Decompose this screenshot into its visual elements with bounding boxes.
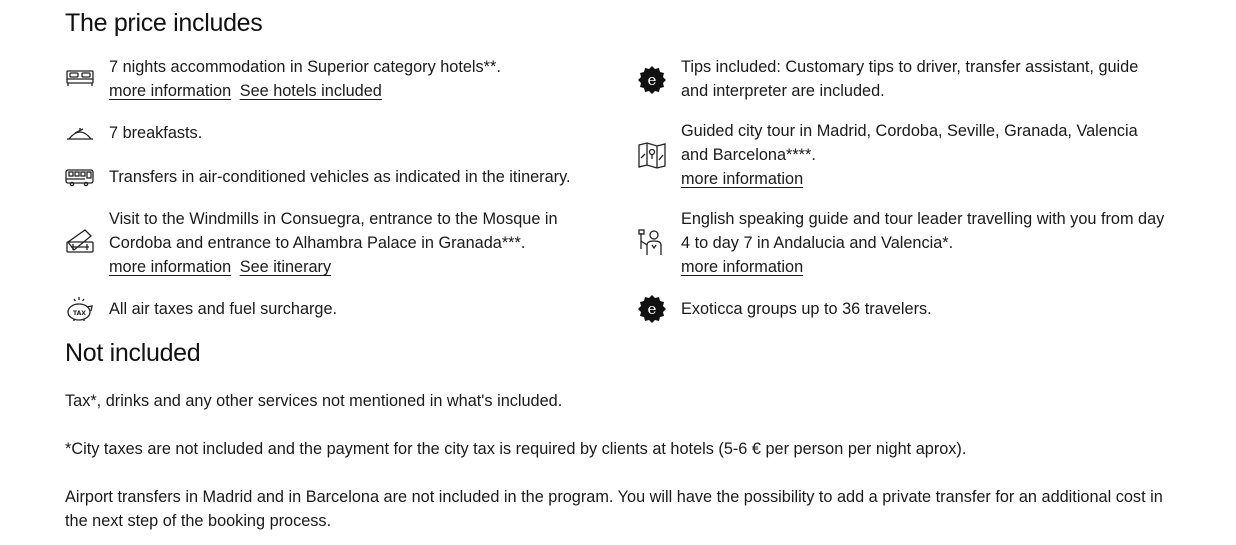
include-item-accommodation [65,55,585,103]
not-included-heading: Not included [65,339,201,367]
see-itinerary-link[interactable]: See itinerary [239,258,332,276]
ticket-icon [65,226,95,256]
include-text: English speaking guide and tour leader travelling with you from day 4 to day 7 in Andalucia and Valencia*. [681,210,1165,252]
include-item-air-taxes [65,297,585,321]
include-text: Visit to the Windmills in Consuegra, entrance to the Mosque in Cordoba and entrance to Alhambra Palace in Granada***. [109,210,558,252]
svg-text:TAX: TAX [73,310,86,317]
not-included-paragraph: Tax*, drinks and any other services not mentioned in what's included. [65,392,563,410]
include-text: Tips included: Customary tips to driver, transfer assistant, guide and interpreter are included. [681,58,1139,100]
include-text: Transfers in air-conditioned vehicles as indicated in the itinerary. [109,168,571,186]
svg-text:e: e [647,71,657,89]
tax-piggy-icon [65,293,95,323]
guide-icon [637,227,667,257]
more-information-link[interactable]: more information [109,82,232,100]
more-information-link[interactable]: more information [681,170,804,188]
airport-transfers-note: Airport transfers in Madrid and in Barcelona are not included in the program. You will have the possibility to add a private transfer for an additional cost in the next step of the booking process. [65,488,1163,530]
include-item-city-tour [637,119,1167,191]
includes-heading: The price includes [65,9,263,37]
include-item-guide [637,207,1167,279]
include-item-breakfasts [65,121,585,145]
include-text: 7 nights accommodation in Superior category hotels**. [109,58,501,76]
include-text: All air taxes and fuel surcharge. [109,300,338,318]
exoticca-badge-icon [637,65,667,95]
exoticca-badge-icon [637,294,667,324]
include-text: Guided city tour in Madrid, Cordoba, Seville, Granada, Valencia and Barcelona****. [681,122,1138,164]
bed-icon [65,62,95,92]
city-tax-note: *City taxes are not included and the payment for the city tax is required by clients at hotels (5-6 € per person per night aprox). [65,440,967,458]
see-hotels-link[interactable]: See hotels included [239,82,382,100]
include-item-transfers [65,165,605,189]
breakfast-icon [65,119,95,149]
include-item-visits [65,207,585,279]
more-information-link[interactable]: more information [681,258,804,276]
svg-text:e: e [647,300,657,318]
more-information-link[interactable]: more information [109,258,232,276]
include-text: Exoticca groups up to 36 travelers. [681,300,932,318]
bus-icon [65,162,95,192]
map-icon [637,140,667,170]
include-item-tips [637,55,1167,103]
include-text: 7 breakfasts. [109,124,203,142]
include-item-groups [637,297,1167,321]
